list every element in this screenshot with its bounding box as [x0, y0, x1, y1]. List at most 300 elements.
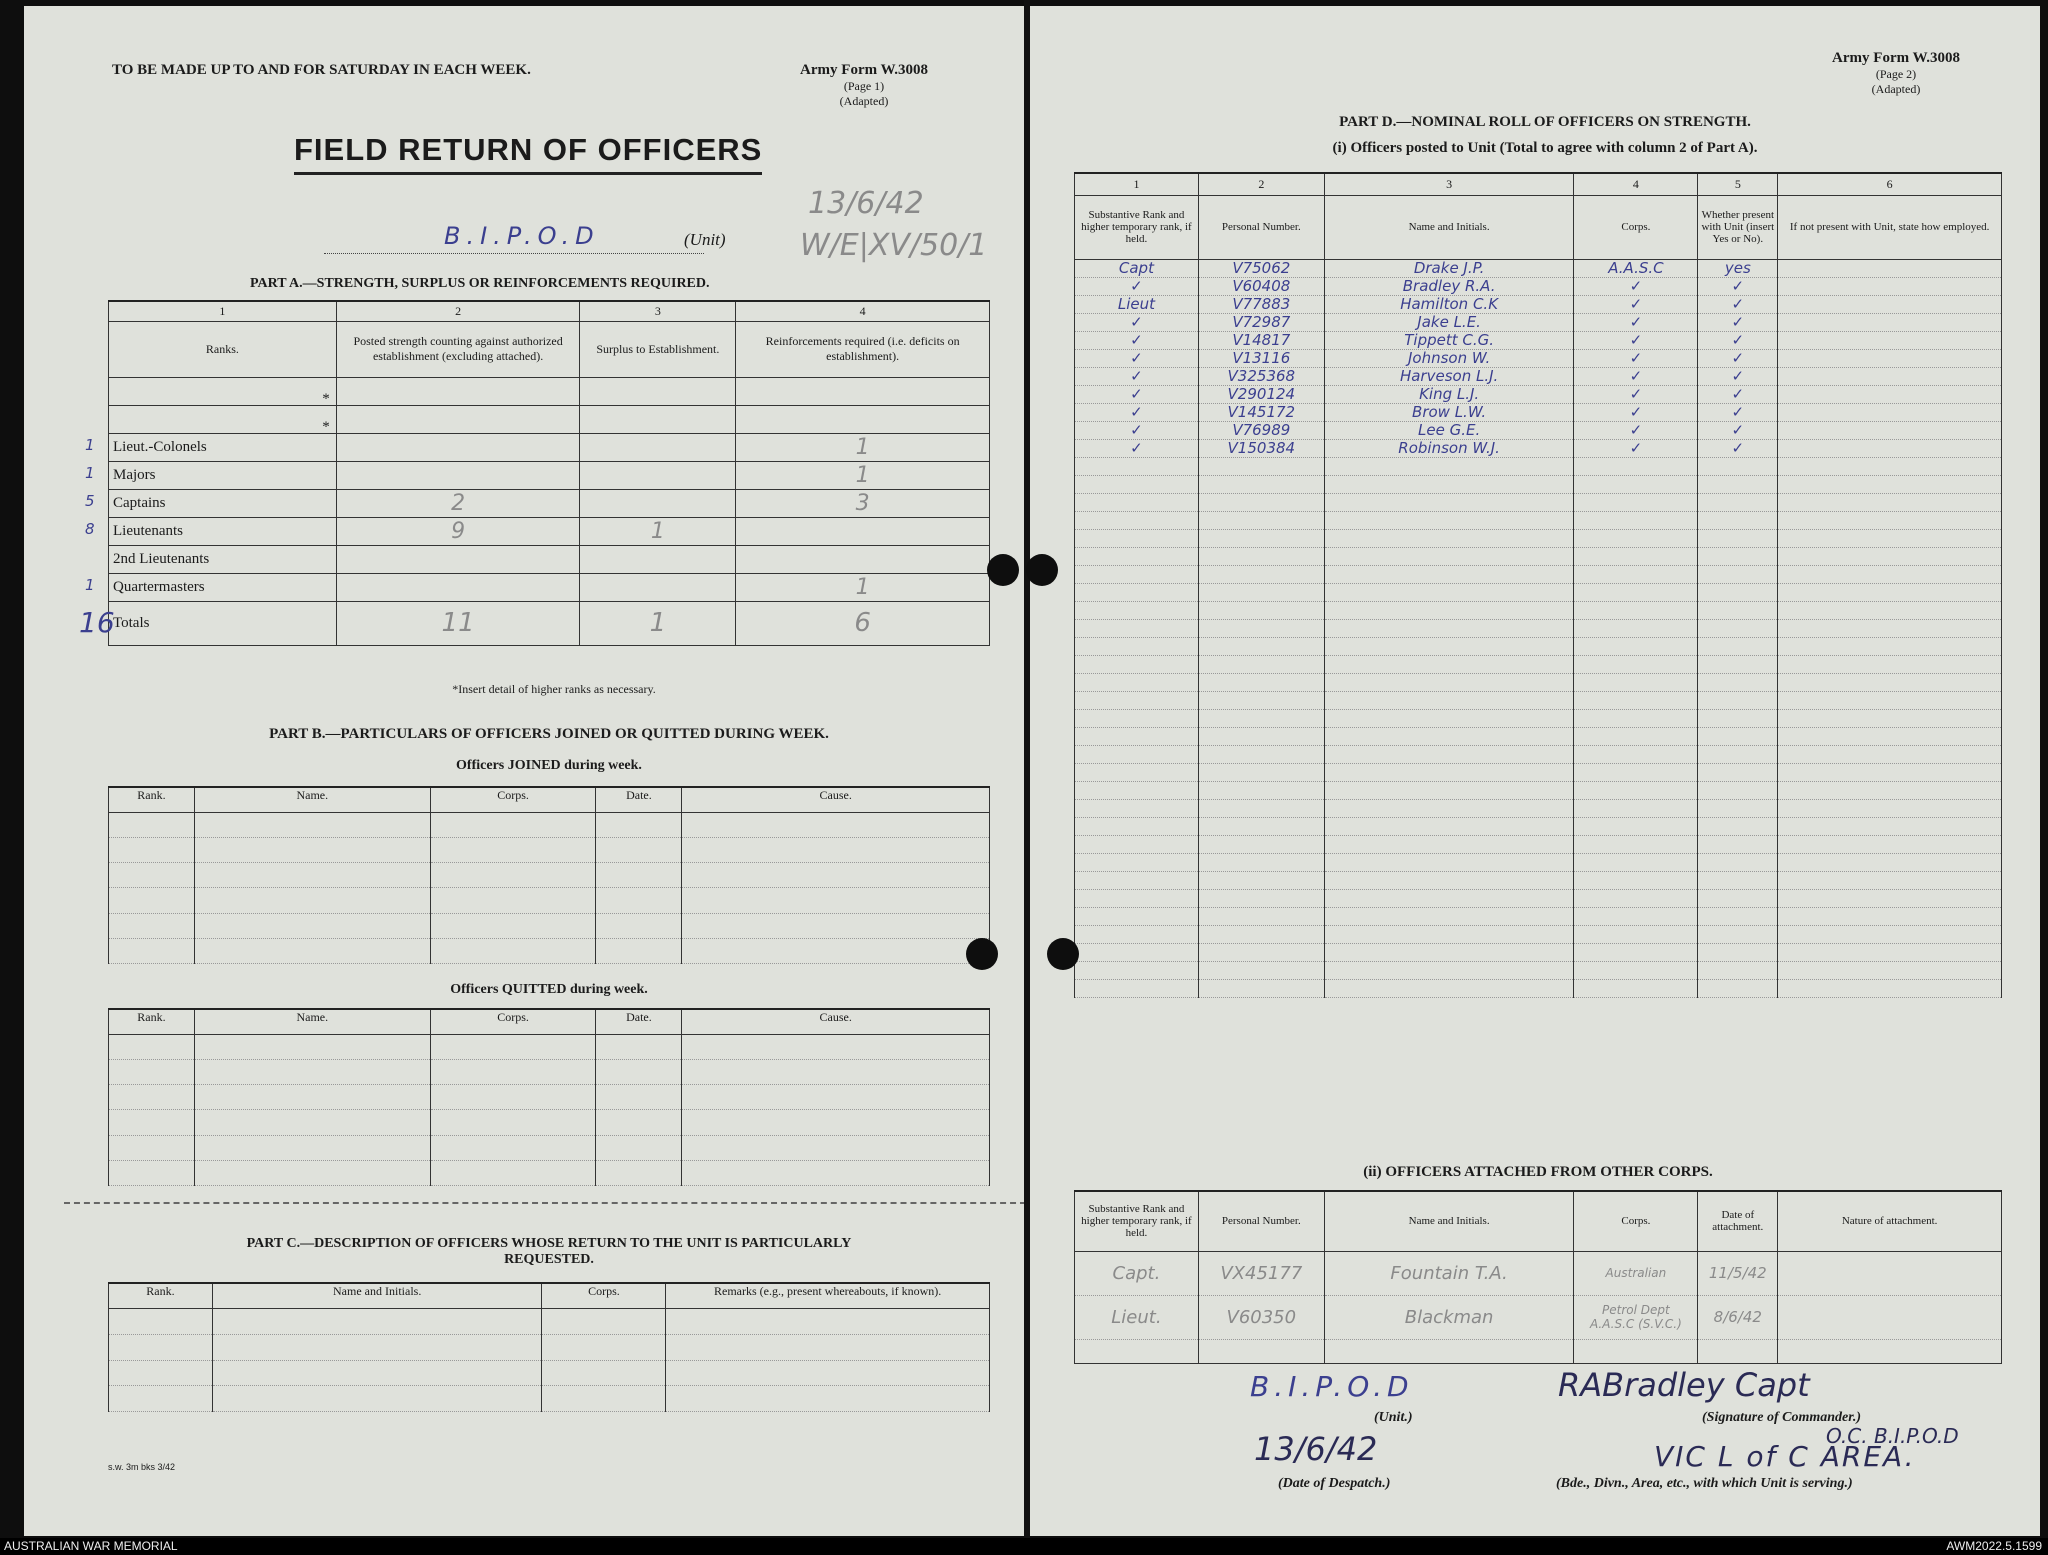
blank-cell — [1574, 853, 1698, 871]
blank-cell — [109, 1085, 195, 1110]
blank-cell — [1075, 565, 1199, 583]
blank-cell — [194, 888, 430, 913]
officer-name: Jake L.E. — [1324, 313, 1574, 331]
blank-cell — [682, 1110, 990, 1135]
blank-row — [1075, 475, 2002, 493]
value-posted — [336, 545, 580, 573]
value-posted — [336, 573, 580, 601]
blank-cell — [1698, 835, 1778, 853]
blank-row — [1075, 889, 2002, 907]
totals-note: 16 — [79, 605, 115, 639]
quitted-table — [108, 1008, 990, 1186]
blank-cell — [430, 812, 596, 837]
blank-cell — [1198, 763, 1324, 781]
blank-cell — [1198, 835, 1324, 853]
blank-cell — [1075, 457, 1199, 475]
blank-cell — [1778, 871, 2002, 889]
adapted-label: (Adapted) — [839, 94, 889, 108]
rank-cell — [85, 517, 337, 545]
officer-row — [1075, 439, 2002, 457]
officer-employment — [1778, 367, 2002, 385]
blank-cell — [542, 1334, 666, 1360]
joined-table — [108, 786, 990, 964]
blank-cell — [1198, 979, 1324, 997]
officer-number: V77883 — [1198, 295, 1324, 313]
officer-present: ✓ — [1698, 385, 1778, 403]
blank-cell — [1574, 529, 1698, 547]
blank-cell — [1075, 781, 1199, 799]
rank-name: Lieut.-Colonels — [113, 438, 207, 455]
commander-title: O.C. B.I.P.O.D — [1826, 1424, 1959, 1448]
officer-employment — [1778, 331, 2002, 349]
blank-cell — [1075, 835, 1199, 853]
part-d-heading: PART D.—NOMINAL ROLL OF OFFICERS ON STRENGTH. — [1339, 114, 1751, 130]
col-header: If not present with Unit, state how employed. — [1778, 195, 2002, 259]
blank-cell — [430, 938, 596, 963]
blank-cell — [1198, 475, 1324, 493]
rank-row — [109, 545, 990, 573]
rank-note: 1 — [85, 435, 95, 454]
officer-row — [1075, 313, 2002, 331]
blank-cell — [1698, 943, 1778, 961]
blank-cell — [596, 888, 682, 913]
blank-cell — [109, 1059, 195, 1084]
attached-nature — [1778, 1295, 2002, 1339]
totals-cell — [79, 601, 337, 645]
part-d-subheading: (i) Officers posted to Unit (Total to agree with column 2 of Part A). — [1332, 140, 1758, 156]
blank-cell — [1324, 745, 1574, 763]
blank-cell — [542, 1386, 666, 1412]
punch-hole — [1047, 938, 1079, 970]
officer-employment — [1778, 313, 2002, 331]
col-header: Rank. — [109, 1283, 213, 1309]
blank-cell — [194, 812, 430, 837]
blank-cell — [666, 1360, 990, 1386]
officer-present: ✓ — [1698, 421, 1778, 439]
blank-cell — [1574, 691, 1698, 709]
blank-cell — [109, 1309, 213, 1335]
blank-cell — [596, 913, 682, 938]
value-posted: 9 — [336, 517, 580, 545]
blank-cell — [430, 1034, 596, 1059]
blank-row — [1075, 817, 2002, 835]
blank-row — [1075, 1339, 2002, 1363]
blank-cell — [596, 1135, 682, 1160]
officer-corps: ✓ — [1574, 277, 1698, 295]
part-a-footnote: *Insert detail of higher ranks as necessary. — [452, 682, 656, 696]
blank-cell — [1574, 511, 1698, 529]
archive-id: AWM2022.5.1599 — [1946, 1539, 2042, 1553]
total-posted: 11 — [336, 601, 580, 645]
attached-name: Blackman — [1324, 1295, 1574, 1339]
blank-cell — [194, 1085, 430, 1110]
officer-corps: ✓ — [1574, 367, 1698, 385]
blank-cell — [109, 1135, 195, 1160]
blank-cell — [430, 1160, 596, 1185]
page-label: (Page 1) — [843, 79, 885, 93]
officer-employment — [1778, 385, 2002, 403]
officer-employment — [1778, 439, 2002, 457]
value-reinf — [736, 517, 990, 545]
attached-nature — [1778, 1251, 2002, 1295]
officer-present: ✓ — [1698, 439, 1778, 457]
attached-rank: Capt. — [1075, 1251, 1199, 1295]
blank-cell — [682, 1135, 990, 1160]
blank-cell — [109, 888, 195, 913]
blank-cell — [1324, 475, 1574, 493]
blank-row — [1075, 637, 2002, 655]
col-header: Nature of attachment. — [1778, 1191, 2002, 1251]
archive-credit: AUSTRALIAN WAR MEMORIAL — [4, 1539, 178, 1553]
blank-cell — [1198, 529, 1324, 547]
officer-row — [1075, 277, 2002, 295]
totals-label: Totals — [113, 614, 150, 631]
attached-corps — [1574, 1295, 1698, 1339]
blank-cell — [1778, 853, 2002, 871]
blank-cell — [109, 837, 195, 862]
blank-cell — [1698, 727, 1778, 745]
col-header: Cause. — [682, 1009, 990, 1034]
blank-cell — [1198, 727, 1324, 745]
value-posted — [336, 461, 580, 489]
blank-cell — [1698, 889, 1778, 907]
blank-row — [1075, 979, 2002, 997]
rank-cell — [85, 489, 337, 517]
officer-employment — [1778, 421, 2002, 439]
blank-cell — [1198, 655, 1324, 673]
officer-corps: ✓ — [1574, 295, 1698, 313]
blank-row — [1075, 781, 2002, 799]
rank-name: Lieutenants — [113, 522, 183, 539]
total-reinf: 6 — [736, 601, 990, 645]
officer-employment — [1778, 277, 2002, 295]
blank-cell — [1324, 619, 1574, 637]
signature-label: (Signature of Commander.) — [1702, 1410, 1862, 1425]
blank-cell — [1698, 475, 1778, 493]
rank-row — [109, 517, 990, 545]
blank-row — [1075, 655, 2002, 673]
value-reinf: 3 — [736, 489, 990, 517]
blank-cell — [1198, 817, 1324, 835]
blank-cell — [1574, 655, 1698, 673]
value-posted — [336, 377, 580, 405]
officer-name: Bradley R.A. — [1324, 277, 1574, 295]
blank-cell — [1778, 727, 2002, 745]
area-label: (Bde., Divn., Area, etc., with which Unit is serving.) — [1556, 1476, 1853, 1491]
blank-cell — [1324, 493, 1574, 511]
value-surplus: 1 — [580, 517, 736, 545]
part-a-table — [79, 300, 990, 646]
blank-cell — [1698, 799, 1778, 817]
blank-row — [1075, 727, 2002, 745]
blank-cell — [666, 1309, 990, 1335]
attached-number: VX45177 — [1198, 1251, 1324, 1295]
blank-cell — [1698, 493, 1778, 511]
blank-cell — [1778, 493, 2002, 511]
officer-corps: ✓ — [1574, 349, 1698, 367]
blank-cell — [1198, 871, 1324, 889]
attached-rank: Lieut. — [1075, 1295, 1199, 1339]
blank-cell — [1075, 889, 1199, 907]
officer-row — [1075, 385, 2002, 403]
blank-row — [1075, 529, 2002, 547]
officer-row — [1075, 349, 2002, 367]
blank-cell — [1574, 799, 1698, 817]
value-surplus — [580, 461, 736, 489]
blank-cell — [1075, 961, 1199, 979]
blank-cell — [1198, 637, 1324, 655]
rank-name: Quartermasters — [113, 578, 205, 595]
blank-cell — [1574, 565, 1698, 583]
blank-cell — [430, 837, 596, 862]
officer-name: Tippett C.G. — [1324, 331, 1574, 349]
blank-cell — [1698, 583, 1778, 601]
blank-cell — [1698, 763, 1778, 781]
blank-cell — [1075, 709, 1199, 727]
blank-row — [109, 812, 990, 837]
blank-row — [109, 1135, 990, 1160]
attached-corps-line: Australian — [1605, 1266, 1667, 1280]
blank-cell — [1778, 925, 2002, 943]
blank-cell — [1698, 925, 1778, 943]
blank-cell — [1778, 475, 2002, 493]
blank-cell — [1698, 907, 1778, 925]
blank-cell — [1324, 961, 1574, 979]
blank-cell — [1324, 691, 1574, 709]
blank-cell — [430, 888, 596, 913]
col-header: Corps. — [430, 787, 596, 812]
value-posted — [336, 433, 580, 461]
rank-note: 1 — [85, 575, 95, 594]
officer-rank: ✓ — [1075, 403, 1199, 421]
officer-name: Robinson W.J. — [1324, 439, 1574, 457]
footer-unit-value: B.I.P.O.D — [1250, 1370, 1414, 1403]
blank-cell — [1698, 745, 1778, 763]
blank-cell — [596, 1059, 682, 1084]
attached-corps — [1574, 1251, 1698, 1295]
blank-row — [109, 1160, 990, 1185]
unit-value: B.I.P.O.D — [444, 222, 600, 250]
blank-cell — [1075, 763, 1199, 781]
blank-cell — [109, 812, 195, 837]
value-surplus — [580, 489, 736, 517]
blank-cell — [666, 1334, 990, 1360]
blank-cell — [1778, 673, 2002, 691]
blank-cell — [194, 1135, 430, 1160]
officer-present: ✓ — [1698, 277, 1778, 295]
value-reinf — [736, 405, 990, 433]
blank-cell — [1698, 979, 1778, 997]
unit-label: (Unit) — [684, 230, 726, 249]
officer-employment — [1778, 295, 2002, 313]
officer-present: ✓ — [1698, 367, 1778, 385]
rank-name: Majors — [113, 466, 156, 483]
blank-cell — [1198, 511, 1324, 529]
officer-number: V325368 — [1198, 367, 1324, 385]
officer-present: ✓ — [1698, 313, 1778, 331]
blank-cell — [1198, 619, 1324, 637]
blank-cell — [1574, 709, 1698, 727]
officer-rank: Lieut — [1075, 295, 1199, 313]
blank-row — [1075, 511, 2002, 529]
blank-row — [1075, 799, 2002, 817]
blank-cell — [1198, 673, 1324, 691]
blank-cell — [1324, 763, 1574, 781]
col-header: Name. — [194, 787, 430, 812]
blank-cell — [1198, 889, 1324, 907]
blank-cell — [194, 863, 430, 888]
col-number: 1 — [109, 301, 337, 321]
value-surplus — [580, 377, 736, 405]
blank-cell — [1698, 871, 1778, 889]
blank-cell — [1324, 457, 1574, 475]
blank-cell — [1778, 907, 2002, 925]
blank-cell — [212, 1386, 542, 1412]
blank-cell — [1574, 961, 1698, 979]
officer-row — [1075, 403, 2002, 421]
blank-row — [109, 1334, 990, 1360]
officer-rank: ✓ — [1075, 331, 1199, 349]
rank-row — [109, 433, 990, 461]
blank-row — [109, 1360, 990, 1386]
blank-cell — [1574, 619, 1698, 637]
blank-cell — [1324, 673, 1574, 691]
value-reinf: 1 — [736, 461, 990, 489]
blank-cell — [109, 1386, 213, 1412]
blank-cell — [1075, 583, 1199, 601]
blank-cell — [430, 1059, 596, 1084]
blank-cell — [1324, 1339, 1574, 1363]
blank-cell — [1698, 655, 1778, 673]
blank-cell — [1698, 565, 1778, 583]
officer-present: yes — [1698, 259, 1778, 277]
punch-hole — [1026, 554, 1058, 586]
blank-row — [1075, 673, 2002, 691]
blank-cell — [1574, 817, 1698, 835]
officer-row — [1075, 295, 2002, 313]
blank-row — [1075, 961, 2002, 979]
form-number-p2: Army Form W.3008 — [1832, 50, 1960, 66]
blank-cell — [430, 1135, 596, 1160]
blank-cell — [596, 863, 682, 888]
blank-cell — [1574, 835, 1698, 853]
officer-number: V72987 — [1198, 313, 1324, 331]
col-number: 5 — [1698, 173, 1778, 195]
blank-cell — [682, 1160, 990, 1185]
blank-cell — [109, 1110, 195, 1135]
blank-cell — [1075, 601, 1199, 619]
blank-cell — [1198, 781, 1324, 799]
blank-cell — [1075, 493, 1199, 511]
blank-cell — [682, 1059, 990, 1084]
part-a-heading: PART A.—STRENGTH, SURPLUS OR REINFORCEMENTS REQUIRED. — [250, 276, 710, 291]
rank-note: 8 — [85, 519, 95, 538]
part-b-heading: PART B.—PARTICULARS OF OFFICERS JOINED OR QUITTED DURING WEEK. — [269, 726, 829, 742]
blank-cell — [1324, 817, 1574, 835]
col-header: Name. — [194, 1009, 430, 1034]
blank-cell — [596, 1160, 682, 1185]
blank-cell — [682, 837, 990, 862]
officer-number: V145172 — [1198, 403, 1324, 421]
officer-employment — [1778, 349, 2002, 367]
blank-cell — [1324, 889, 1574, 907]
attached-row — [1075, 1251, 2002, 1295]
quitted-heading: Officers QUITTED during week. — [450, 982, 648, 997]
blank-cell — [109, 938, 195, 963]
value-reinf: 1 — [736, 433, 990, 461]
form-number: Army Form W.3008 — [800, 62, 928, 78]
blank-cell — [212, 1309, 542, 1335]
attached-row — [1075, 1295, 2002, 1339]
blank-cell — [1778, 637, 2002, 655]
col-number: 2 — [1198, 173, 1324, 195]
blank-cell — [1574, 925, 1698, 943]
value-surplus — [580, 545, 736, 573]
blank-cell — [1198, 583, 1324, 601]
rank-row — [109, 489, 990, 517]
blank-cell — [1075, 655, 1199, 673]
blank-cell — [1324, 943, 1574, 961]
blank-cell — [212, 1360, 542, 1386]
blank-cell — [430, 1085, 596, 1110]
officer-name: Lee G.E. — [1324, 421, 1574, 439]
attached-number: V60350 — [1198, 1295, 1324, 1339]
blank-cell — [1778, 511, 2002, 529]
blank-cell — [1198, 457, 1324, 475]
officer-rank: ✓ — [1075, 421, 1199, 439]
officer-name: King L.J. — [1324, 385, 1574, 403]
blank-row — [1075, 907, 2002, 925]
blank-cell — [1698, 817, 1778, 835]
blank-cell — [1324, 925, 1574, 943]
rank-note: 1 — [85, 463, 95, 482]
blank-cell — [1198, 907, 1324, 925]
punch-hole — [987, 554, 1019, 586]
commander-signature: RABradley Capt — [1558, 1366, 1810, 1404]
part-c-heading-line2: REQUESTED. — [504, 1252, 594, 1267]
blank-row — [1075, 853, 2002, 871]
officer-corps: ✓ — [1574, 331, 1698, 349]
col-header: Personal Number. — [1198, 195, 1324, 259]
blank-cell — [542, 1309, 666, 1335]
col-header: Corps. — [542, 1283, 666, 1309]
blank-cell — [1075, 637, 1199, 655]
blank-cell — [1075, 745, 1199, 763]
attached-table — [1074, 1190, 2002, 1364]
officer-name: Brow L.W. — [1324, 403, 1574, 421]
rank-row — [109, 461, 990, 489]
officer-name: Harveson L.J. — [1324, 367, 1574, 385]
officer-rank: ✓ — [1075, 367, 1199, 385]
officer-corps: ✓ — [1574, 403, 1698, 421]
officer-corps: ✓ — [1574, 439, 1698, 457]
blank-row — [1075, 457, 2002, 475]
rank-cell — [85, 433, 337, 461]
blank-cell — [1574, 745, 1698, 763]
area-value: VIC L of C AREA. — [1654, 1440, 1916, 1473]
value-reinf: 1 — [736, 573, 990, 601]
total-surplus: 1 — [580, 601, 736, 645]
blank-row — [109, 1059, 990, 1084]
officer-number: V150384 — [1198, 439, 1324, 457]
blank-cell — [1324, 835, 1574, 853]
blank-cell — [1778, 709, 2002, 727]
rank-name: 2nd Lieutenants — [113, 550, 210, 567]
col-header: Corps. — [1574, 195, 1698, 259]
blank-cell — [1778, 547, 2002, 565]
col-header: Personal Number. — [1198, 1191, 1324, 1251]
officer-row — [1075, 259, 2002, 277]
